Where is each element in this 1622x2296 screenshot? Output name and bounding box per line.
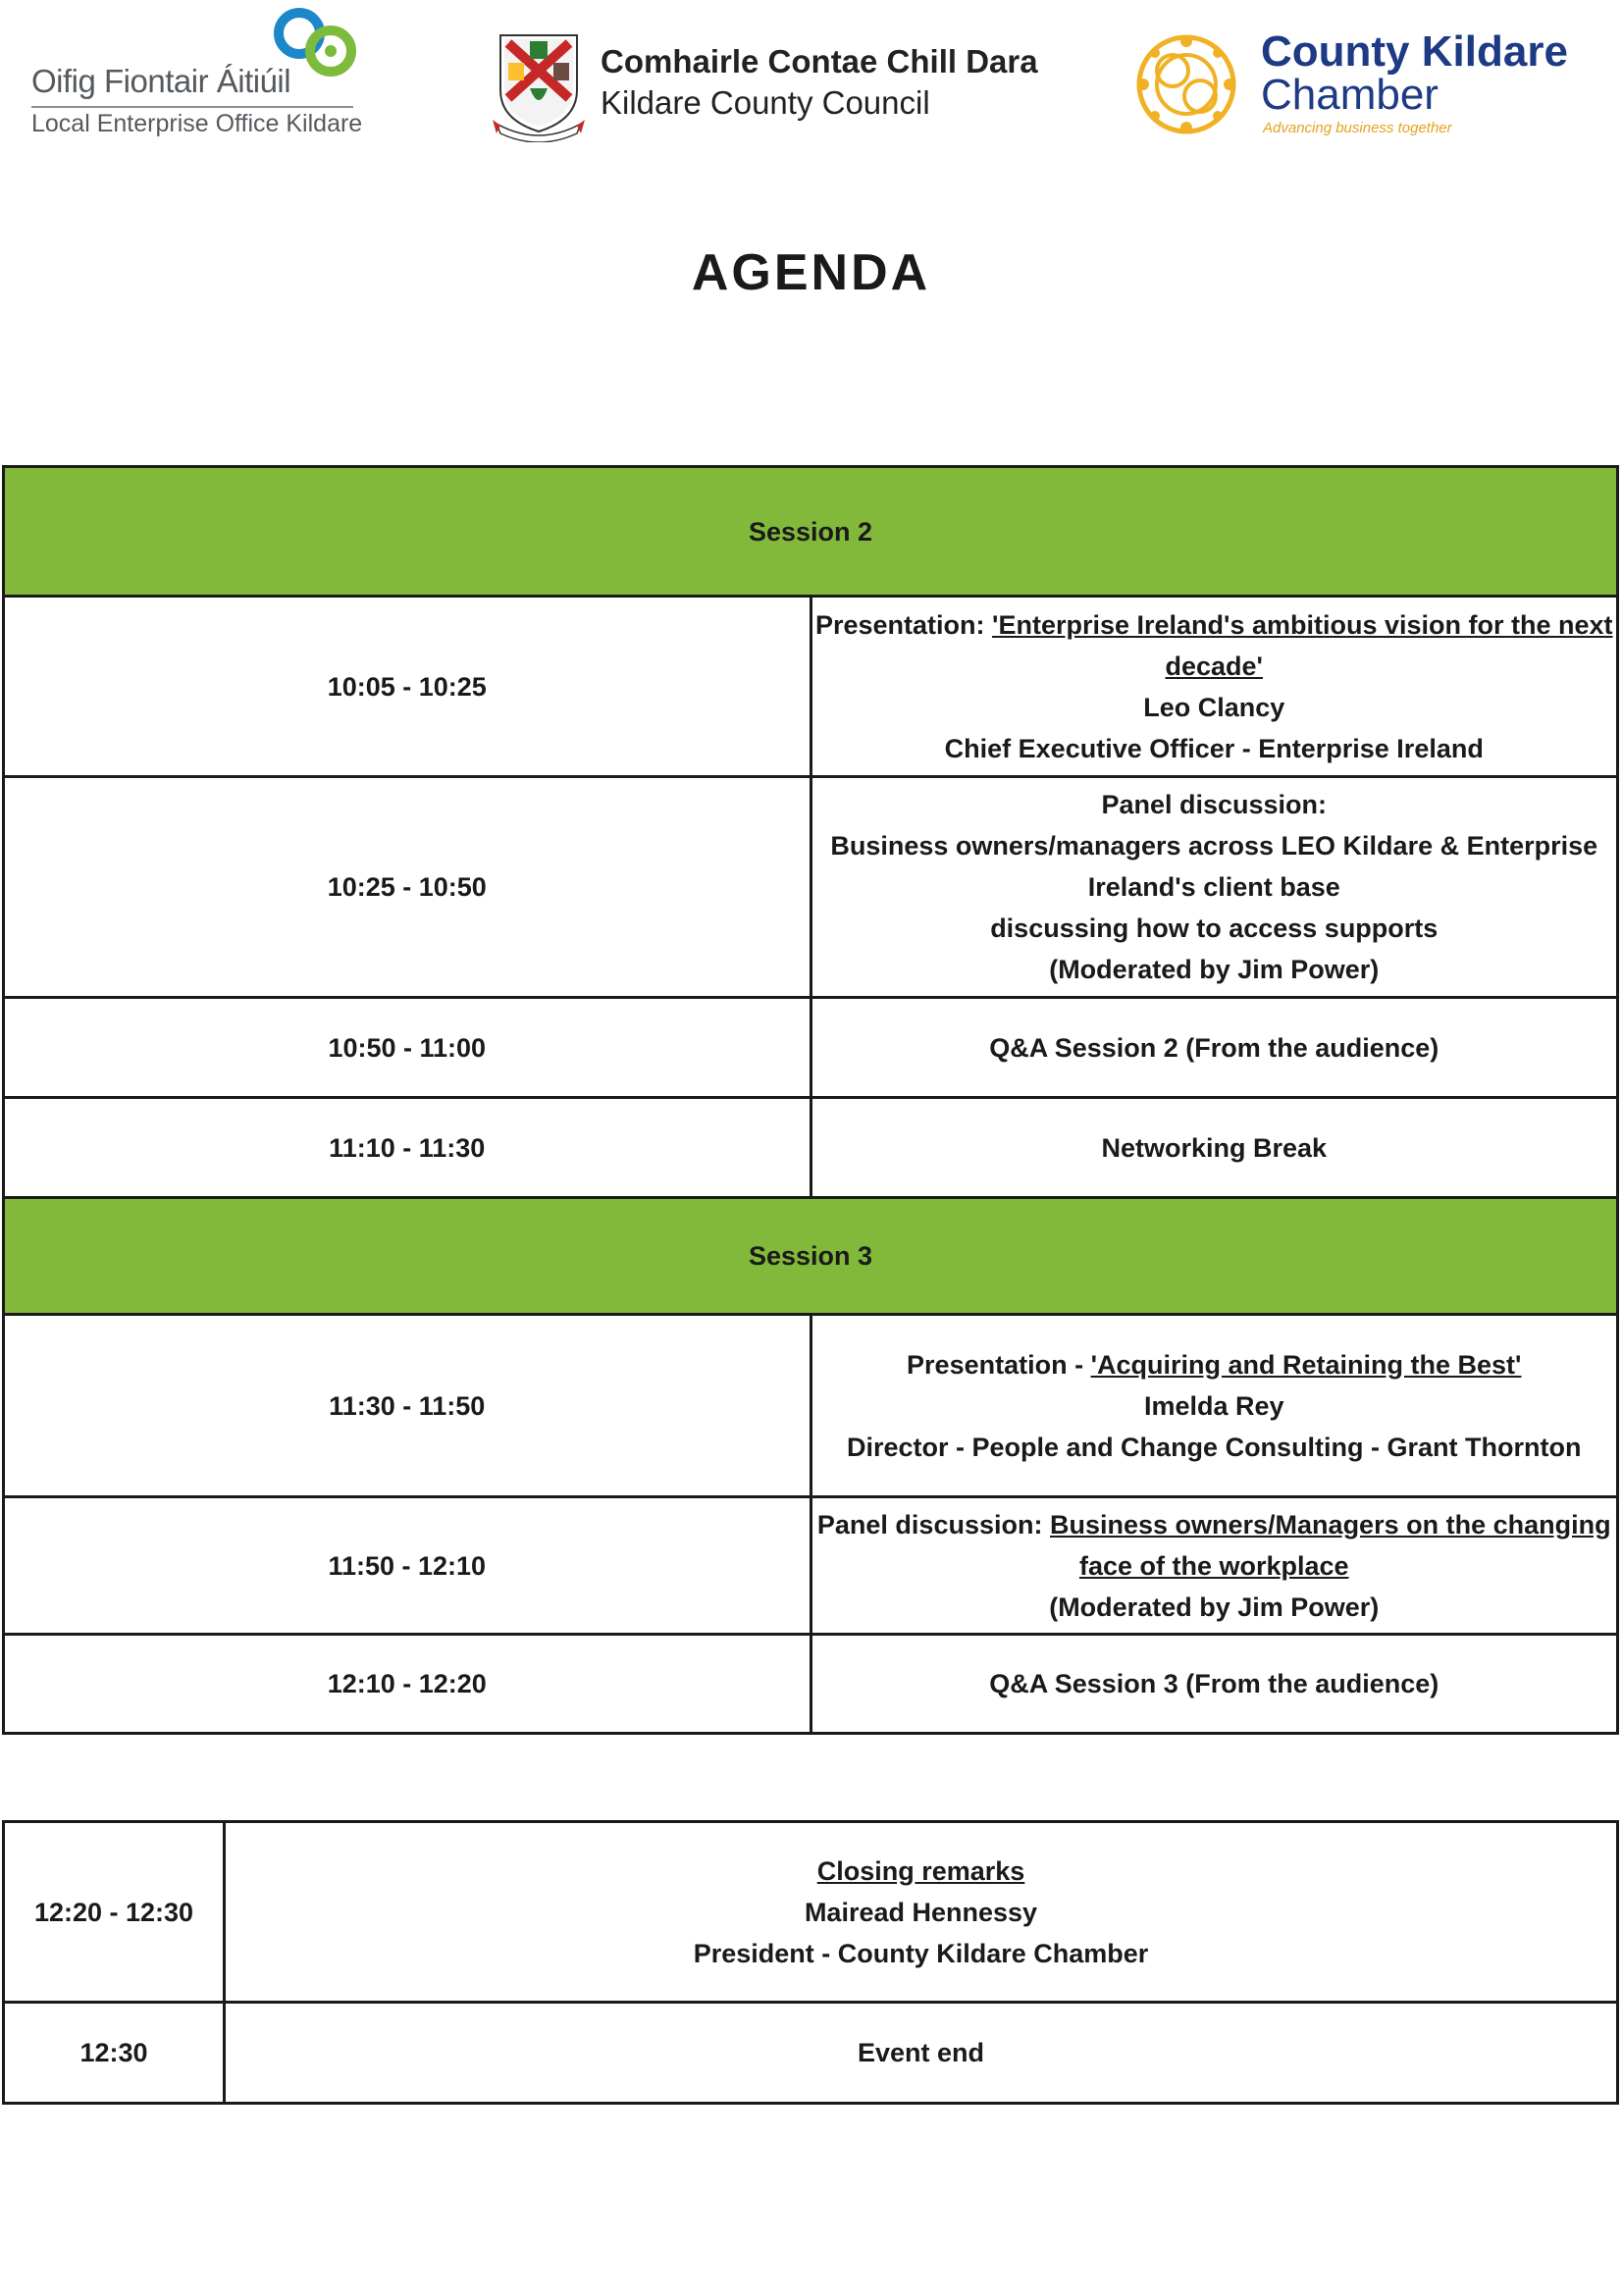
chamber-name-line2: Chamber (1261, 71, 1439, 119)
row-line: Business owners/managers across LEO Kildare & Enterprise Ireland's client base (830, 831, 1598, 902)
row-prefix: Presentation: (814, 609, 993, 640)
row-details (811, 1315, 1618, 1497)
speaker-role: Chief Executive Officer - Enterprise Ireland (944, 733, 1484, 763)
row-details (811, 777, 1618, 998)
row-details: Networking Break (811, 1098, 1618, 1198)
chamber-tagline: Advancing business together (1263, 120, 1452, 136)
row-details: Q&A Session 2 (From the audience) (811, 998, 1618, 1098)
row-details: Q&A Session 3 (From the audience) (811, 1635, 1618, 1734)
council-english-name: Kildare County Council (601, 84, 930, 121)
county-kildare-chamber-logo (1133, 27, 1595, 145)
row-details: Event end (225, 2003, 1618, 2104)
row-prefix: Panel discussion: (816, 1509, 1050, 1539)
row-time: 12:10 - 12:20 (4, 1635, 811, 1734)
agenda-row (4, 1822, 1618, 2003)
row-time: 12:30 (4, 2003, 225, 2104)
speaker-name: Mairead Hennessy (804, 1897, 1038, 1927)
kildare-county-council-logo (491, 29, 1050, 142)
page-header (0, 0, 1622, 157)
row-details (225, 1822, 1618, 2003)
row-line: Panel discussion: (1101, 790, 1328, 819)
speaker-name: Leo Clancy (1143, 692, 1285, 722)
speaker-name: Imelda Rey (1143, 1390, 1284, 1421)
agenda-row (4, 998, 1618, 1098)
kildare-crest-icon (491, 29, 587, 142)
agenda-row (4, 1497, 1618, 1635)
session-header-row (4, 1198, 1618, 1315)
panel-topic-link[interactable]: Business owners/Managers on the changing face of the workplace (1049, 1509, 1611, 1581)
presentation-title-link[interactable]: 'Enterprise Ireland's ambitious vision for the next decade' (992, 609, 1613, 681)
presentation-title-link[interactable]: 'Acquiring and Retaining the Best' (1090, 1349, 1522, 1380)
row-time: 11:50 - 12:10 (4, 1497, 811, 1635)
agenda-row (4, 2003, 1618, 2104)
leo-irish-name: Oifig Fiontair Áitiúil (31, 63, 291, 99)
row-line: (Moderated by Jim Power) (1049, 955, 1380, 984)
row-time: 10:50 - 11:00 (4, 998, 811, 1098)
agenda-row (4, 1098, 1618, 1198)
row-details (811, 597, 1618, 777)
row-time: 12:20 - 12:30 (4, 1822, 225, 2003)
agenda-row (4, 1635, 1618, 1734)
row-line (812, 1344, 1617, 1385)
leo-kildare-logo (29, 4, 363, 141)
closing-remarks-link[interactable]: Closing remarks (816, 1855, 1025, 1886)
leo-divider (31, 106, 353, 108)
agenda-row (4, 777, 1618, 998)
speaker-role: Director - People and Change Consulting - Grant Thornton (847, 1432, 1582, 1462)
chamber-name-line1: County Kildare (1261, 27, 1568, 76)
row-details (811, 1497, 1618, 1635)
chamber-network-icon (1133, 31, 1239, 137)
agenda-row (4, 597, 1618, 777)
council-irish-name: Comhairle Contae Chill Dara (601, 43, 1038, 79)
session-2-heading: Session 2 (4, 467, 1618, 597)
session-header-row (4, 467, 1618, 597)
row-line (812, 604, 1617, 687)
page-title: AGENDA (691, 244, 931, 301)
row-line: discussing how to access supports (990, 913, 1439, 943)
row-line (812, 1504, 1617, 1587)
session-3-heading: Session 3 (4, 1198, 1618, 1315)
agenda-table-sessions (2, 465, 1619, 1735)
row-prefix: Presentation - (907, 1349, 1091, 1380)
row-time: 11:10 - 11:30 (4, 1098, 811, 1198)
agenda-table-closing (2, 1820, 1619, 2105)
agenda-row (4, 1315, 1618, 1497)
speaker-role: President - County Kildare Chamber (693, 1938, 1149, 1968)
row-time: 10:25 - 10:50 (4, 777, 811, 998)
row-time: 11:30 - 11:50 (4, 1315, 811, 1497)
row-time: 10:05 - 10:25 (4, 597, 811, 777)
row-line: (Moderated by Jim Power) (1049, 1592, 1380, 1622)
leo-english-name: Local Enterprise Office Kildare (31, 110, 363, 137)
